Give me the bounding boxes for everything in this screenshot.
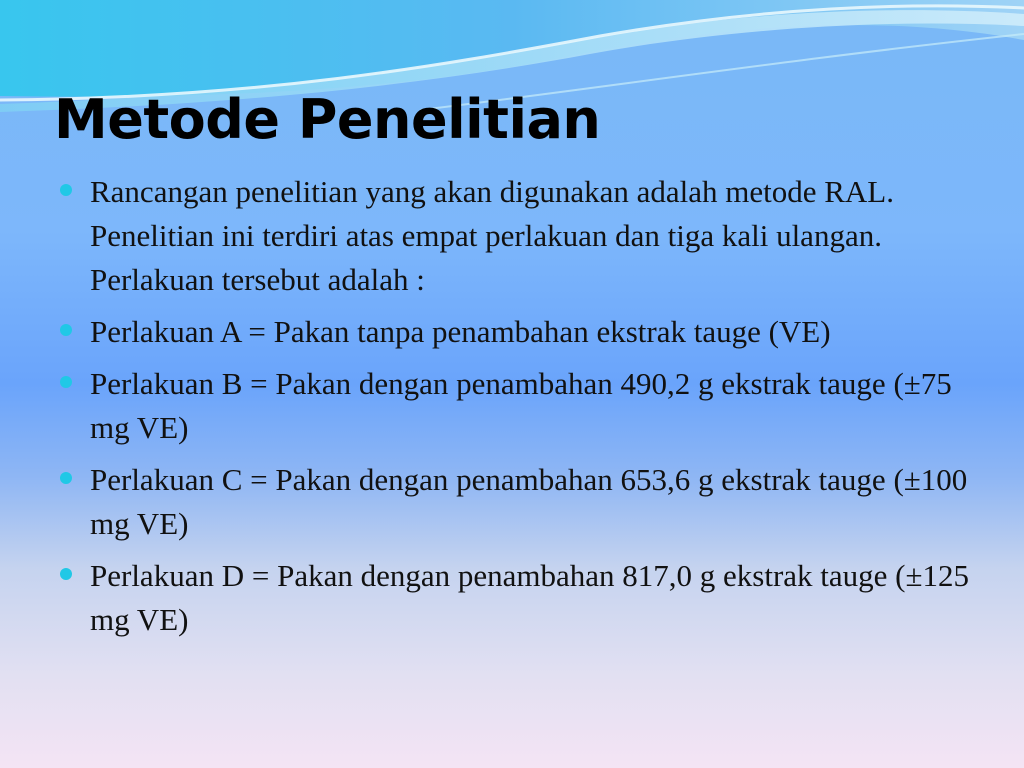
bullet-item-perlakuan-c [60,458,980,546]
bullet-dot-icon [60,472,72,484]
bullet-dot-icon [60,184,72,196]
bullet-item-perlakuan-a [60,310,980,354]
bullet-text: Rancangan penelitian yang akan digunakan adalah metode RAL. Penelitian ini terdiri atas empat perlakuan dan tiga kali ulangan. Perlakuan tersebut adalah : [90,174,894,297]
bullet-list [60,170,980,650]
bullet-text: Perlakuan D = Pakan dengan penambahan 817,0 g ekstrak tauge (±125 mg VE) [90,558,969,637]
bullet-item-intro [60,170,980,302]
bullet-text: Perlakuan B = Pakan dengan penambahan 490,2 g ekstrak tauge (±75 mg VE) [90,366,952,445]
bullet-dot-icon [60,324,72,336]
bullet-text: Perlakuan A = Pakan tanpa penambahan ekstrak tauge (VE) [90,314,831,349]
bullet-item-perlakuan-b [60,362,980,450]
bullet-text: Perlakuan C = Pakan dengan penambahan 653,6 g ekstrak tauge (±100 mg VE) [90,462,968,541]
bullet-item-perlakuan-d [60,554,980,642]
slide-title: Metode Penelitian [54,88,601,151]
bullet-dot-icon [60,376,72,388]
bullet-dot-icon [60,568,72,580]
